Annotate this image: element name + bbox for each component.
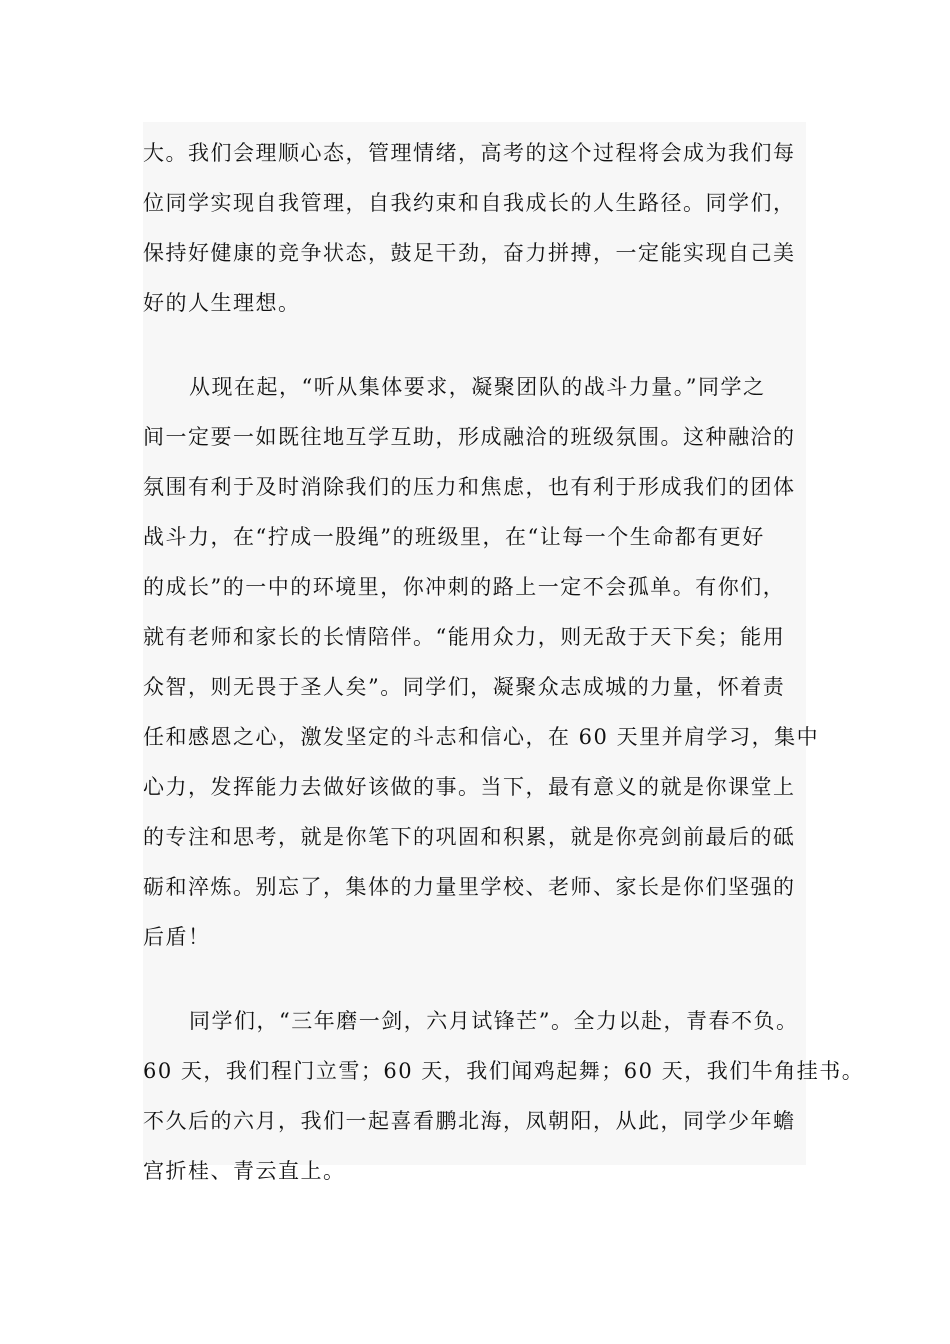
- paragraph-3: [143, 996, 865, 1196]
- text-line: 战斗力，在“拧成一股绳”的班级里，在“让每一个生命都有更好: [143, 525, 765, 549]
- text-line: 后盾！: [143, 925, 211, 949]
- text-line: 砺和淬炼。别忘了，集体的力量里学校、老师、家长是你们坚强的: [143, 875, 796, 899]
- paragraph-2: [143, 362, 820, 962]
- paragraph-1: [143, 128, 806, 328]
- text-line: 位同学实现自我管理，自我约束和自我成长的人生路径。同学们，: [143, 191, 796, 215]
- text-line: 任和感恩之心，激发坚定的斗志和信心，在 60 天里并肩学习，集中: [143, 725, 820, 749]
- text-line: 60 天，我们程门立雪；60 天，我们闻鸡起舞；60 天，我们牛角挂书。: [143, 1059, 865, 1083]
- text-line: 从现在起，“听从集体要求，凝聚团队的战斗力量。”同学之: [189, 375, 766, 399]
- text-line: 保持好健康的竞争状态，鼓足干劲，奋力拼搏，一定能实现自己美: [143, 241, 796, 265]
- text-line: 的成长”的一中的环境里，你冲刺的路上一定不会孤单。有你们，: [143, 575, 786, 599]
- text-line: 宫折桂、青云直上。: [143, 1159, 346, 1183]
- text-line: 不久后的六月，我们一起喜看鹏北海，凤朝阳，从此，同学少年蟾: [143, 1109, 796, 1133]
- text-line: 同学们，“三年磨一剑，六月试锋芒”。全力以赴，青春不负。: [189, 1009, 799, 1033]
- text-line: 的专注和思考，就是你笔下的巩固和积累，就是你亮剑前最后的砥: [143, 825, 796, 849]
- text-line: 众智，则无畏于圣人矣”。同学们，凝聚众志成城的力量，怀着责: [143, 675, 786, 699]
- text-line: 间一定要一如既往地互学互助，形成融洽的班级氛围。这种融洽的: [143, 425, 796, 449]
- text-line: 心力，发挥能力去做好该做的事。当下，最有意义的就是你课堂上: [143, 775, 796, 799]
- text-line: 氛围有利于及时消除我们的压力和焦虑，也有利于形成我们的团体: [143, 475, 796, 499]
- text-line: 就有老师和家长的长情陪伴。“能用众力，则无敌于天下矣；能用: [143, 625, 786, 649]
- text-line: 好的人生理想。: [143, 291, 301, 315]
- text-block: [143, 122, 865, 1183]
- text-line: 大。我们会理顺心态，管理情绪，高考的这个过程将会成为我们每: [143, 141, 796, 165]
